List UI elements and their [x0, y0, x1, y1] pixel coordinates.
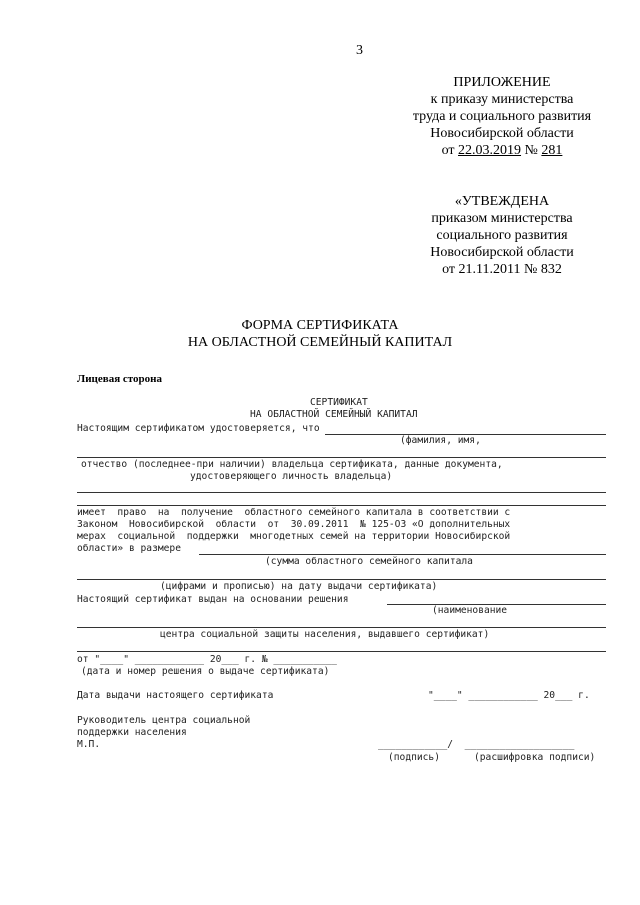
appendix-num-sign: № [521, 143, 542, 158]
hint-decode: (расшифровка подписи) [474, 752, 596, 763]
approved-line-4: Новосибирской области [430, 245, 574, 260]
approved-line-3: социального развития [436, 228, 568, 243]
cert-head-1: Руководитель центра социальной [77, 715, 251, 726]
hint-fio: (фамилия, имя, [400, 435, 481, 446]
appendix-line-3: труда и социального развития [412, 109, 592, 124]
hint-patronymic-2: удостоверяющего личность владельца) [190, 471, 393, 482]
cert-title-2: НА ОБЛАСТНОЙ СЕМЕЙНЫЙ КАПИТАЛ [250, 409, 418, 420]
cert-from-line: от "____" ____________ 20___ г. № ___________ [77, 654, 337, 665]
line-patronymic [77, 457, 606, 458]
page-number: 3 [356, 43, 363, 58]
line-doc-2 [77, 505, 606, 506]
line-center-2 [77, 651, 606, 652]
hint-date-num: (дата и номер решения о выдаче сертификата) [81, 666, 330, 677]
cert-p1: имеет право на получение областного семейного капитала в соответствии с [77, 507, 511, 518]
cert-title-1: СЕРТИФИКАТ [310, 397, 368, 408]
appendix-line-4: Новосибирской области [430, 126, 574, 141]
hint-sum: (сумма областного семейного капитала [265, 556, 473, 567]
approved-line-2: приказом министерства [431, 211, 573, 226]
appendix-line-2: к приказу министерства [430, 92, 574, 107]
cert-p2: Законом Новосибирской области от 30.09.2011 № 125-ОЗ «О дополнительных [77, 519, 511, 530]
side-label: Лицевая сторона [77, 373, 162, 385]
approved-block [402, 193, 602, 278]
line-sum-2 [77, 579, 606, 580]
appendix-block [392, 74, 612, 159]
cert-issue-date-label: Дата выдачи настоящего сертификата [77, 690, 274, 701]
appendix-line-1: ПРИЛОЖЕНИЕ [453, 75, 551, 90]
cert-p4: области» в размере [77, 543, 181, 554]
form-title [120, 317, 520, 351]
appendix-number: 281 [541, 143, 563, 158]
cert-head-2: поддержки населения [77, 727, 187, 738]
form-title-line-2: НА ОБЛАСТНОЙ СЕМЕЙНЫЙ КАПИТАЛ [187, 335, 453, 350]
hint-patronymic-1: отчество (последнее-при наличии) владельца сертификата, данные документа, [81, 459, 503, 470]
cert-issue-date-value: "____" ____________ 20___ г. [428, 690, 590, 701]
cert-certifies-label: Настоящим сертификатом удостоверяется, что [77, 423, 320, 434]
cert-mp: М.П. [77, 739, 101, 750]
line-center [77, 627, 606, 628]
hint-sign: (подпись) [388, 752, 440, 763]
cert-p3: мерах социальной поддержки многодетных семей на территории Новосибирской [77, 531, 511, 542]
cert-issued-label: Настоящий сертификат выдан на основании решения [77, 594, 349, 605]
form-title-line-1: ФОРМА СЕРТИФИКАТА [241, 318, 399, 333]
approved-line-1: «УТВЕЖДЕНА [454, 194, 550, 209]
line-doc-1 [77, 492, 606, 493]
cert-sign-line: ____________/ ___________________ [378, 739, 575, 750]
approved-line-5: от 21.11.2011 № 832 [442, 262, 562, 277]
line-sum [199, 554, 606, 555]
hint-sum-2: (цифрами и прописью) на дату выдачи сертификата) [160, 581, 438, 592]
appendix-date-prefix: от [441, 143, 459, 158]
appendix-date-line [392, 142, 612, 159]
appendix-date: 22.03.2019 [458, 143, 522, 158]
hint-name: (наименование [432, 605, 508, 616]
hint-center: центра социальной защиты населения, выдавшего сертификат) [160, 629, 490, 640]
